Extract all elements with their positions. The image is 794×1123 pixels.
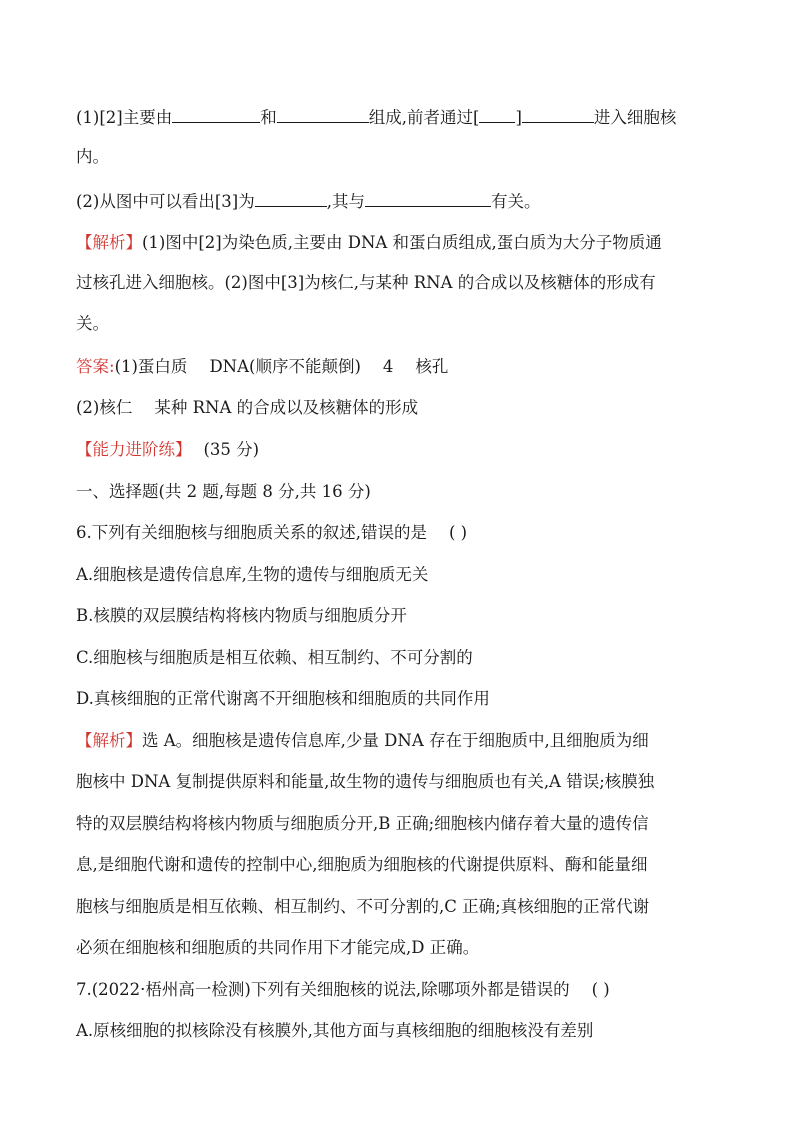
question-stem: 7.(2022·梧州高一检测)下列有关细胞核的说法,除哪项外都是错误的 xyxy=(76,980,570,999)
q5-text: 和 xyxy=(260,108,277,127)
analysis-label: 【解析】 xyxy=(76,233,142,252)
q5-part2-line xyxy=(76,190,726,213)
answer-blank[interactable] xyxy=(172,106,260,123)
q5-part1-line xyxy=(76,106,726,129)
answer-paren[interactable]: ( ) xyxy=(591,980,610,999)
q5-text: 进入细胞核 xyxy=(593,108,677,127)
q6-option-d[interactable]: D.真核细胞的正常代谢离不开细胞核和细胞质的共同作用 xyxy=(76,689,490,708)
q7-stem-line xyxy=(76,979,726,1001)
q5-analysis-line: 关。 xyxy=(76,314,109,333)
q5-text: ,其与 xyxy=(326,192,365,211)
q5-text: ] xyxy=(515,108,522,127)
answer-label: 答案: xyxy=(76,357,115,376)
answer-blank[interactable] xyxy=(277,106,369,123)
q6-option-b[interactable]: B.核膜的双层膜结构将核内物质与细胞质分开 xyxy=(76,606,407,625)
analysis-label: 【解析】 xyxy=(76,731,142,750)
answer-text: (1)蛋白质 xyxy=(114,357,188,376)
q5-text: (1)[2]主要由 xyxy=(76,108,173,127)
answer-text: DNA(顺序不能颠倒) xyxy=(209,357,361,376)
q6-option-c[interactable]: C.细胞核与细胞质是相互依赖、相互制约、不可分割的 xyxy=(76,648,473,667)
q6-option-a[interactable]: A.细胞核是遗传信息库,生物的遗传与细胞质无关 xyxy=(76,565,429,584)
q6-analysis-line: 胞核与细胞质是相互依赖、相互制约、不可分割的,C 正确;真核细胞的正常代谢 xyxy=(76,897,650,916)
q5-text: 组成,前者通过[ xyxy=(368,108,480,127)
q7-option-a[interactable]: A.原核细胞的拟核除没有核膜外,其他方面与真核细胞的细胞核没有差别 xyxy=(76,1021,594,1040)
q5-answer-line xyxy=(76,397,726,419)
analysis-text: (1)图中[2]为染色质,主要由 DNA 和蛋白质组成,蛋白质为大分子物质通 xyxy=(142,233,662,252)
analysis-text: 选 A。细胞核是遗传信息库,少量 DNA 存在于细胞质中,且细胞质为细 xyxy=(142,731,649,750)
section-score: (35 分) xyxy=(203,440,260,459)
q5-text: 有关。 xyxy=(491,192,541,211)
q6-analysis-line: 胞核中 DNA 复制提供原料和能量,故生物的遗传与细胞质也有关,A 错误;核膜独 xyxy=(76,772,655,791)
answer-text: 核孔 xyxy=(415,357,449,376)
answer-blank[interactable] xyxy=(365,190,491,207)
q6-analysis-line: 特的双层膜结构将核内物质与细胞质分开,B 正确;细胞核内储存着大量的遗传信 xyxy=(76,814,649,833)
q6-stem-line xyxy=(76,522,726,544)
q5-answer-line xyxy=(76,356,726,378)
section-header xyxy=(76,439,726,461)
section-heading: 一、选择题(共 2 题,每题 8 分,共 16 分) xyxy=(76,482,371,501)
q5-part1-continued: 内。 xyxy=(76,147,109,166)
q6-analysis-line: 息,是细胞代谢和遗传的控制中心,细胞质为细胞核的代谢提供原料、酶和能量细 xyxy=(76,855,648,874)
answer-text: 某种 RNA 的合成以及核糖体的形成 xyxy=(154,398,419,417)
q6-analysis-line xyxy=(76,730,726,752)
answer-paren[interactable]: ( ) xyxy=(449,523,468,542)
q5-text: (2)从图中可以看出[3]为 xyxy=(76,192,255,211)
answer-blank[interactable] xyxy=(522,106,594,123)
section-label: 【能力进阶练】 xyxy=(76,440,192,459)
answer-blank[interactable] xyxy=(255,190,327,207)
answer-text: 4 xyxy=(382,357,394,376)
q5-analysis-line: 过核孔进入细胞核。(2)图中[3]为核仁,与某种 RNA 的合成以及核糖体的形成有 xyxy=(76,273,656,292)
q6-analysis-line: 必须在细胞核和细胞质的共同作用下才能完成,D 正确。 xyxy=(76,938,480,957)
answer-text: (2)核仁 xyxy=(76,398,133,417)
answer-blank[interactable] xyxy=(479,106,515,123)
q5-analysis-line xyxy=(76,232,726,254)
question-stem: 6.下列有关细胞核与细胞质关系的叙述,错误的是 xyxy=(76,523,427,542)
